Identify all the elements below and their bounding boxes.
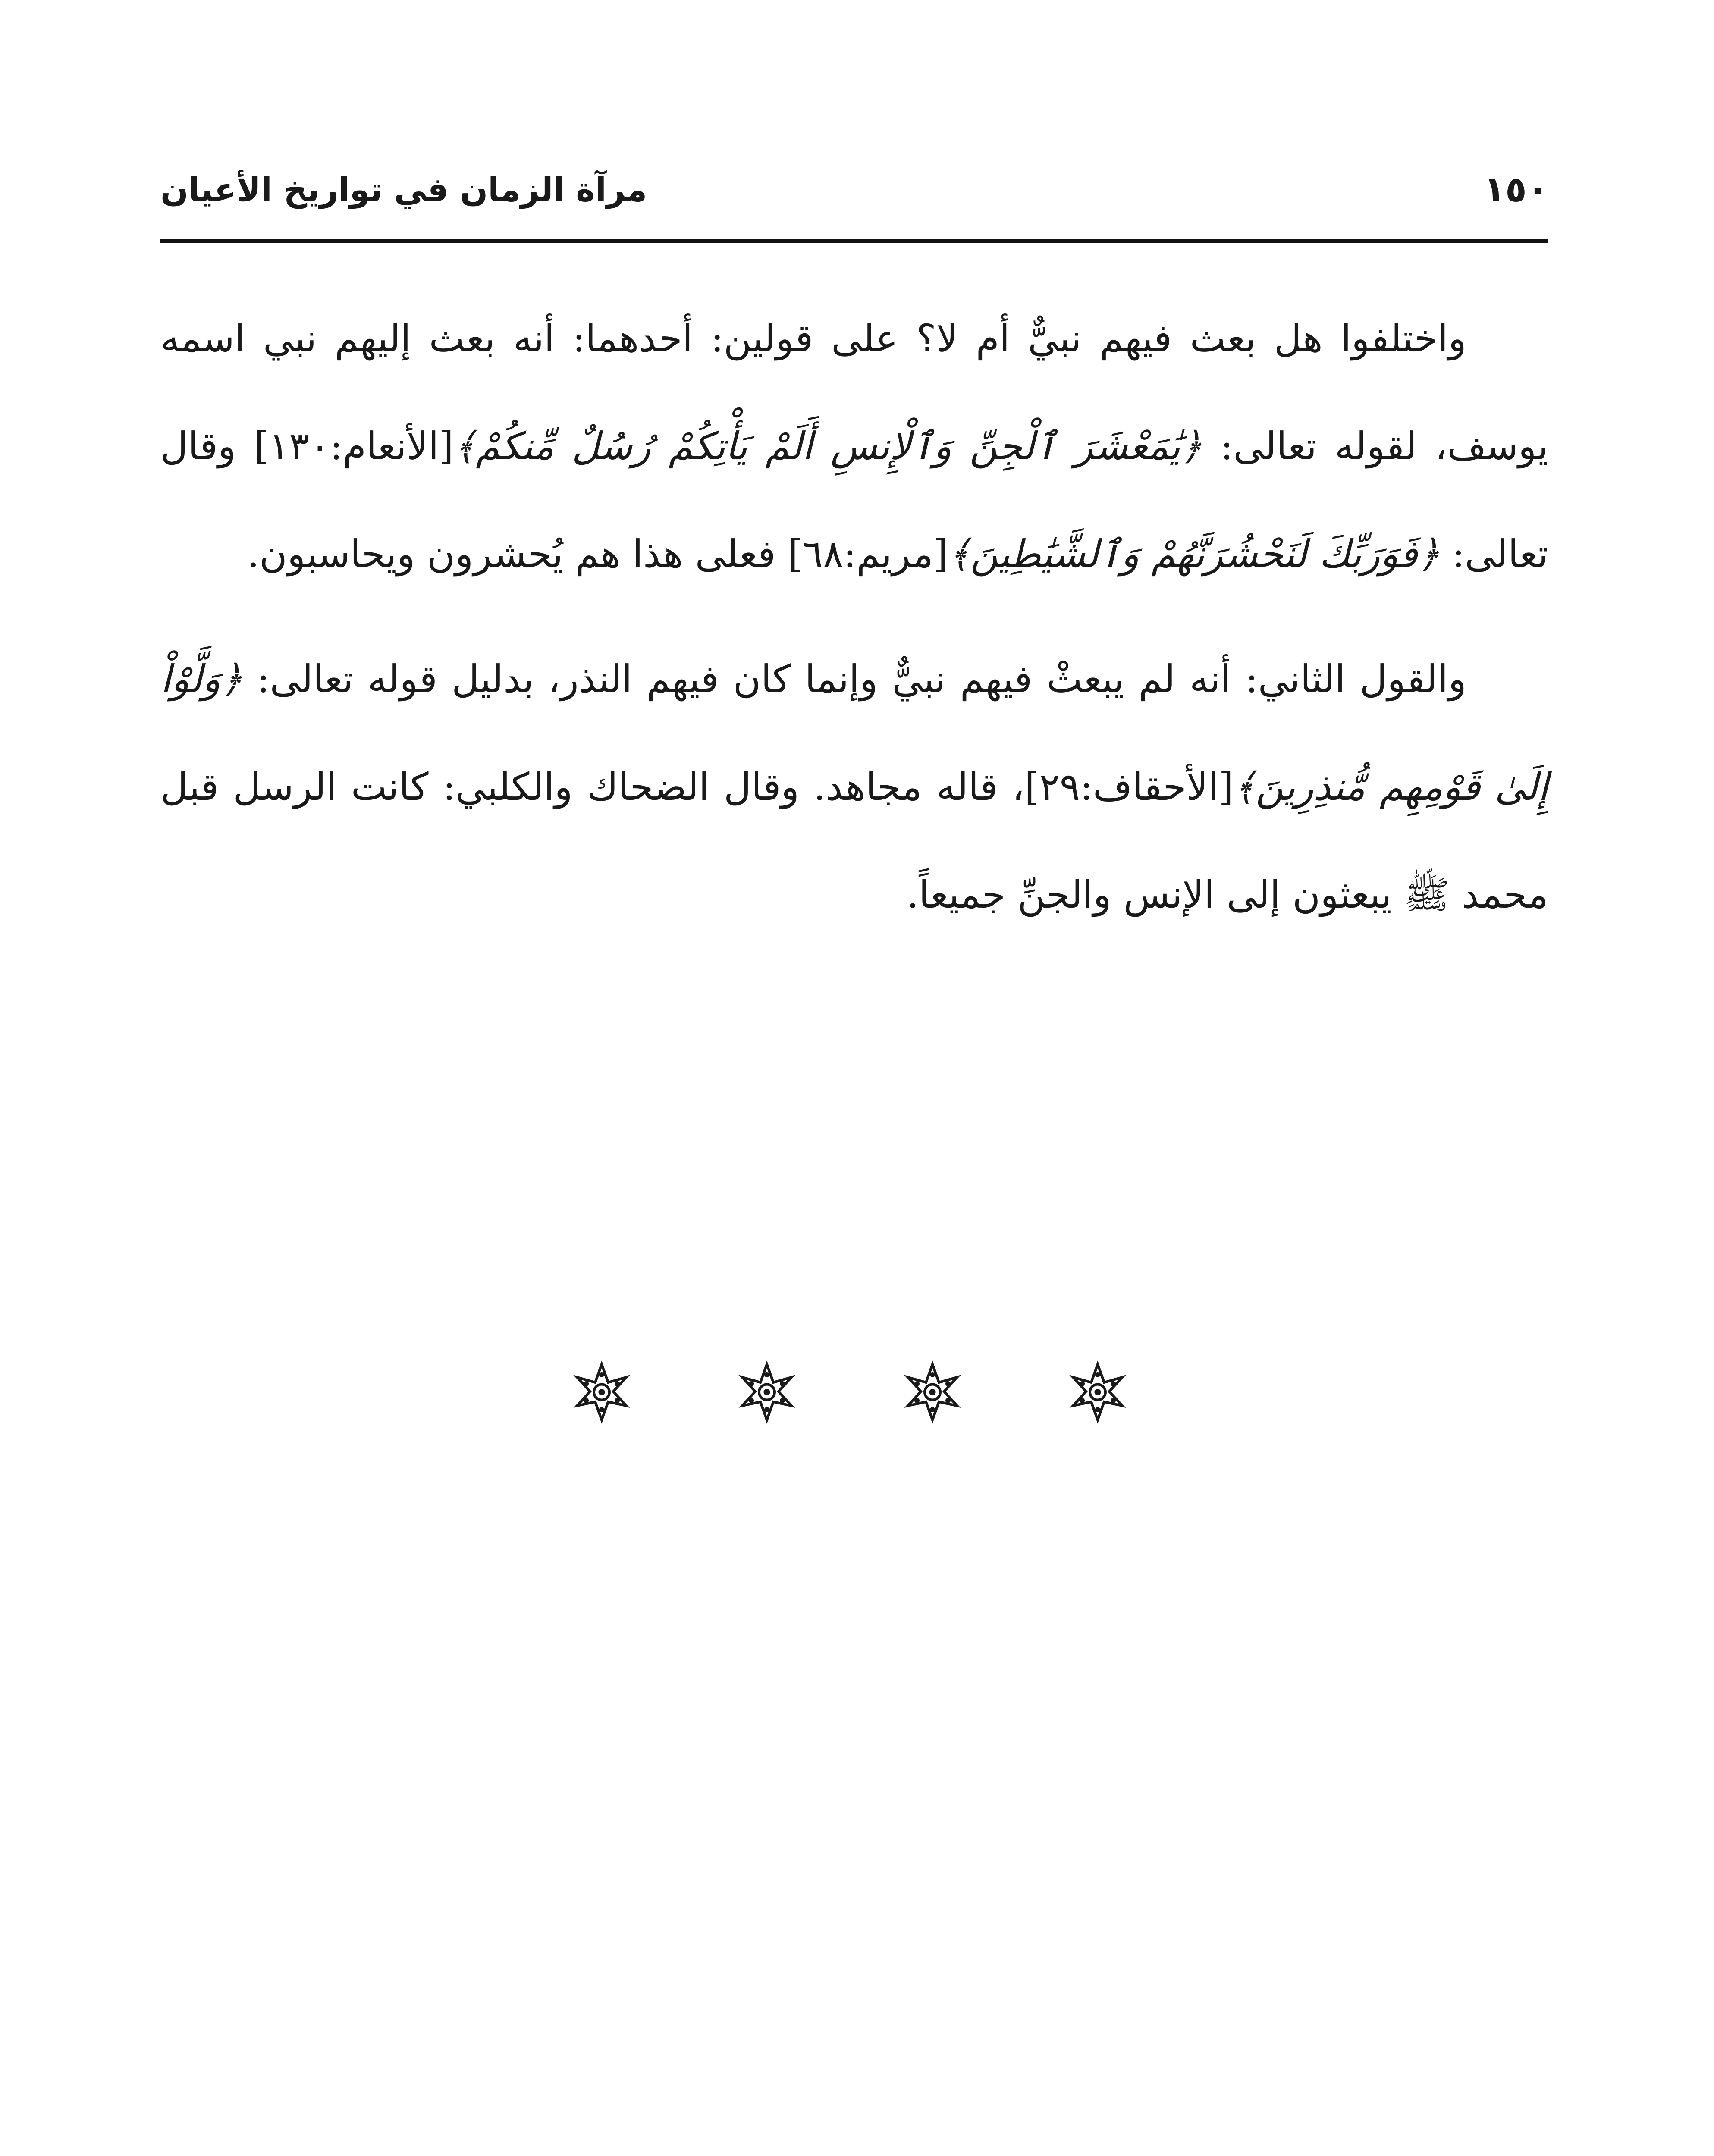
running-title: مرآة الزمان في تواريخ الأعيان <box>160 170 647 209</box>
header-rule <box>160 239 1548 243</box>
quran-quote: ﴿يَٰمَعْشَرَ ٱلْجِنِّ وَٱلْإِنسِ أَلَمْ يَأْتِكُمْ رُسُلٌ مِّنكُمْ﴾ <box>453 424 1203 468</box>
section-end-ornaments <box>569 1358 1130 1427</box>
paragraph-1 <box>160 285 1548 608</box>
text-run: والقول الثاني: أنه لم يبعثْ فيهم نبيٌّ وإنما كان فيهم النذر، بدليل قوله تعالى: <box>242 657 1466 701</box>
text-run: [مريم:٦٨] فعلى هذا هم يُحشرون ويحاسبون. <box>247 532 948 576</box>
page-number: ١٥٠ <box>1483 169 1548 210</box>
quran-quote: ﴿فَوَرَبِّكَ لَنَحْشُرَنَّهُمْ وَٱلشَّيَٰطِينَ﴾ <box>948 532 1440 576</box>
flower-ornament-icon <box>900 1360 965 1425</box>
flower-ornament-icon <box>1065 1360 1130 1425</box>
quran-quote: ﴿وَلَّوْاْ إِلَىٰ قَوْمِهِم مُّنذِرِينَ﴾ <box>160 657 1548 809</box>
paragraph-2 <box>160 625 1548 949</box>
text-run: واختلفوا هل بعث فيهم نبيٌّ أم لا؟ على قولين: أحدهما: أنه بعث إليهم نبي اسمه يوسف، لقوله تعالى: <box>160 316 1548 468</box>
text-run: [الأحقاف:٢٩]، قاله مجاهد. وقال الضحاك والكلبي: كانت الرسل قبل محمد ﷺ يبعثون إلى الإنس والجنِّ جميعاً. <box>160 765 1548 917</box>
page-header <box>160 160 1548 224</box>
text-run: [الأنعام:١٣٠] وقال تعالى: <box>160 424 1548 576</box>
flower-ornament-icon <box>569 1360 634 1425</box>
flower-ornament-icon <box>735 1360 799 1425</box>
body-text <box>160 285 1548 949</box>
